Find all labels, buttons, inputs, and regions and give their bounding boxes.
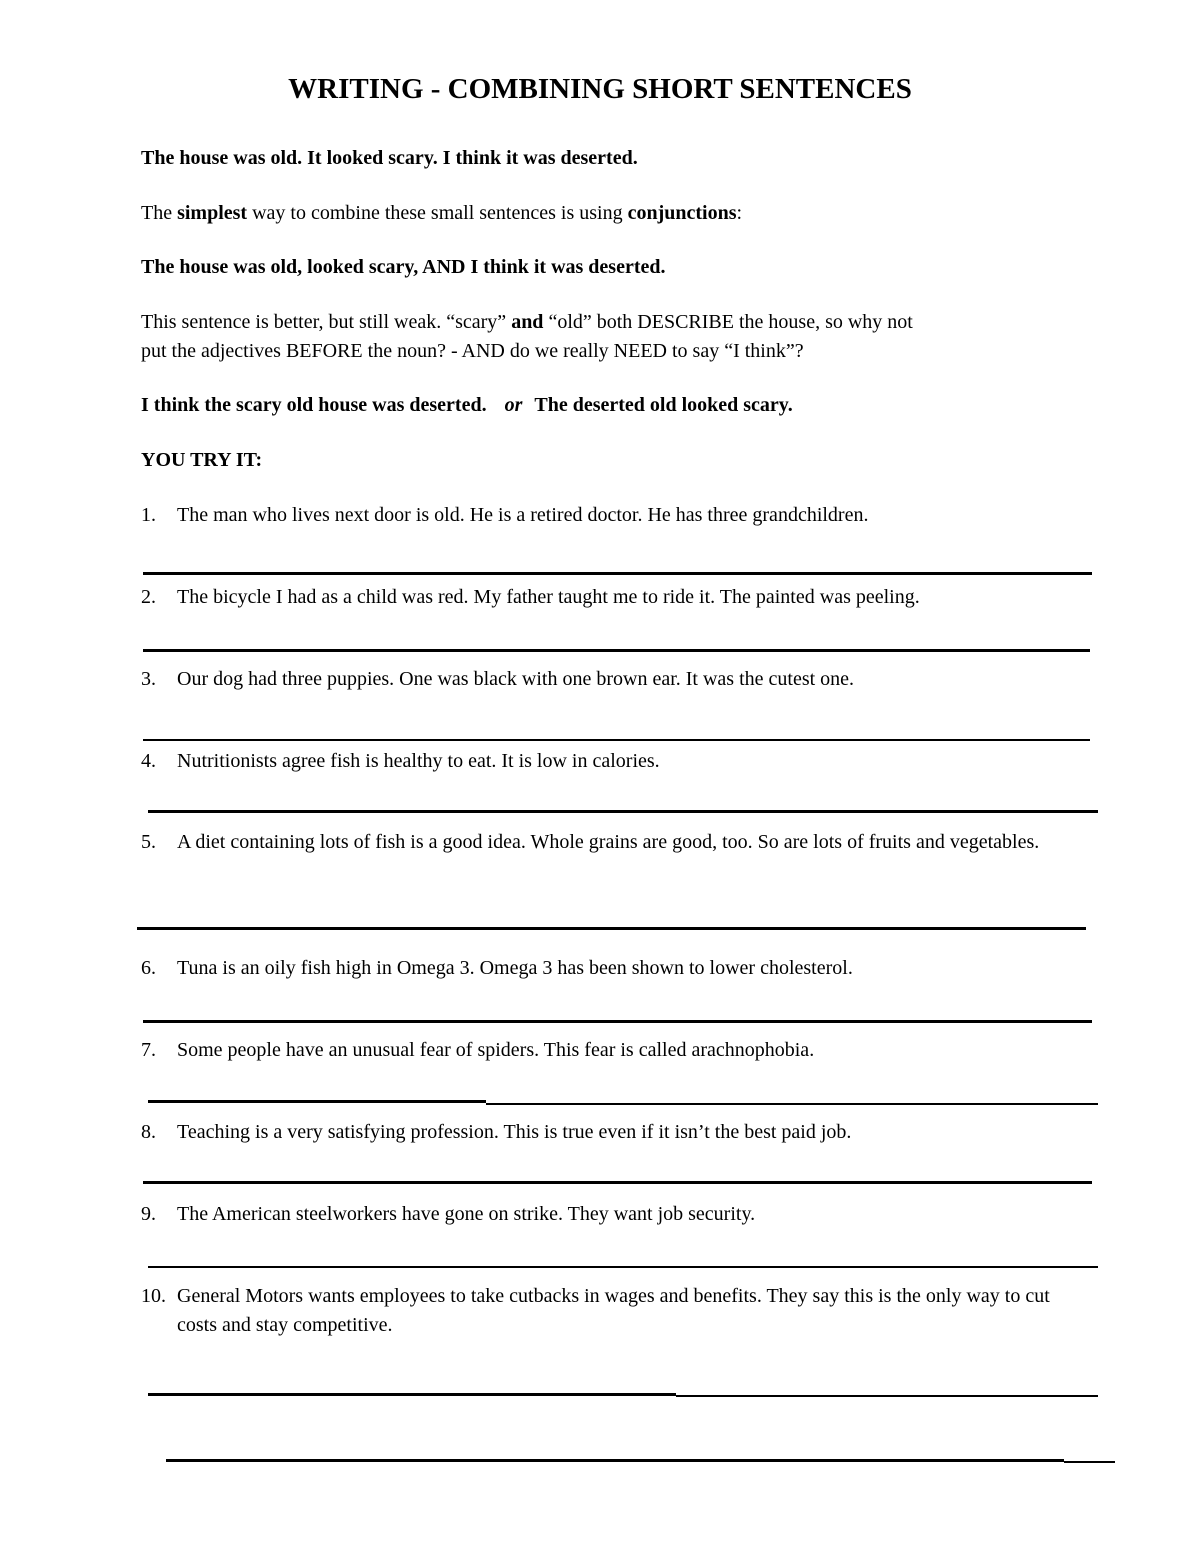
answer-line-1[interactable]: [143, 572, 1092, 575]
answer-line-10d[interactable]: [1064, 1461, 1115, 1463]
explanation-line-2: put the adjectives BEFORE the noun? - AND do we really NEED to say “I think”?: [141, 340, 804, 362]
item-number: 4.: [141, 750, 156, 772]
item-text: The American steelworkers have gone on strike. They want job security.: [177, 1203, 756, 1225]
answer-line-8[interactable]: [143, 1181, 1092, 1184]
answer-line-6[interactable]: [143, 1020, 1092, 1023]
exercise-item-8: [141, 1118, 1071, 1147]
item-text: The bicycle I had as a child was red. My father taught me to ride it. The painted was peeling.: [177, 586, 920, 608]
example-original-sentences: The house was old. It looked scary. I think it was deserted.: [141, 147, 638, 169]
intro-text-start: The: [141, 202, 178, 224]
item-number: 3.: [141, 668, 156, 690]
answer-line-2[interactable]: [143, 649, 1090, 652]
answer-line-10a[interactable]: [148, 1393, 676, 1396]
exercise-item-2: [141, 583, 1071, 612]
answer-line-10b[interactable]: [676, 1395, 1098, 1397]
exercise-item-10: [141, 1282, 1071, 1340]
item-text: Our dog had three puppies. One was black with one brown ear. It was the cutest one.: [177, 668, 855, 690]
item-number: 5.: [141, 831, 156, 853]
improved-sentence-a: I think the scary old house was deserted.: [141, 394, 487, 416]
example-combined-sentence: The house was old, looked scary, AND I think it was deserted.: [141, 256, 666, 278]
intro-text-middle: way to combine these small sentences is using: [247, 202, 628, 224]
item-text: General Motors wants employees to take cutbacks in wages and benefits. They say this is the only way to cut costs and stay competitive.: [177, 1285, 1050, 1336]
item-number: 2.: [141, 586, 156, 608]
intro-conjunctions-word: conjunctions: [627, 202, 737, 224]
item-number: 8.: [141, 1121, 156, 1143]
exercise-item-6: [141, 954, 1071, 983]
page-title: WRITING - COMBINING SHORT SENTENCES: [288, 73, 912, 105]
explanation-text-end: “old” both DESCRIBE the house, so why not: [543, 311, 913, 333]
answer-line-4[interactable]: [148, 810, 1098, 813]
exercise-item-1: [141, 501, 1071, 530]
answer-line-9[interactable]: [148, 1266, 1098, 1268]
intro-simplest-word: simplest: [177, 202, 248, 224]
improved-sentence-b: The deserted old looked scary.: [534, 394, 793, 416]
item-number: 6.: [141, 957, 156, 979]
answer-line-5[interactable]: [137, 927, 1086, 930]
explanation-and-word: and: [511, 311, 544, 333]
intro-text-end: :: [736, 202, 743, 224]
answer-line-10c[interactable]: [166, 1459, 1064, 1462]
exercise-item-9: [141, 1200, 1071, 1229]
item-number: 10.: [141, 1285, 166, 1307]
answer-line-3[interactable]: [143, 739, 1090, 741]
exercise-heading: YOU TRY IT:: [141, 449, 263, 471]
answer-line-7a[interactable]: [148, 1100, 486, 1103]
exercise-item-3: [141, 665, 1071, 694]
or-word: or: [504, 394, 523, 416]
item-number: 1.: [141, 504, 156, 526]
conjunction-intro: [141, 199, 742, 228]
item-text: Nutritionists agree fish is healthy to eat. It is low in calories.: [177, 750, 660, 772]
exercise-item-4: [141, 747, 1071, 776]
item-number: 7.: [141, 1039, 156, 1061]
explanation-text-start: This sentence is better, but still weak. “scary”: [141, 311, 512, 333]
item-text: Teaching is a very satisfying profession. This is true even if it isn’t the best paid job.: [177, 1121, 852, 1143]
improved-sentences: [141, 391, 793, 420]
item-text: The man who lives next door is old. He is a retired doctor. He has three grandchildren.: [177, 504, 869, 526]
answer-line-7b[interactable]: [486, 1103, 1098, 1105]
item-text: Some people have an unusual fear of spiders. This fear is called arachnophobia.: [177, 1039, 815, 1061]
explanation-line-1: [141, 308, 913, 337]
item-text: Tuna is an oily fish high in Omega 3. Omega 3 has been shown to lower cholesterol.: [177, 957, 853, 979]
item-number: 9.: [141, 1203, 156, 1225]
item-text: A diet containing lots of fish is a good idea. Whole grains are good, too. So are lots of fruits and vegetables.: [177, 831, 1040, 853]
exercise-item-5: [141, 828, 1071, 857]
exercise-item-7: [141, 1036, 1071, 1065]
